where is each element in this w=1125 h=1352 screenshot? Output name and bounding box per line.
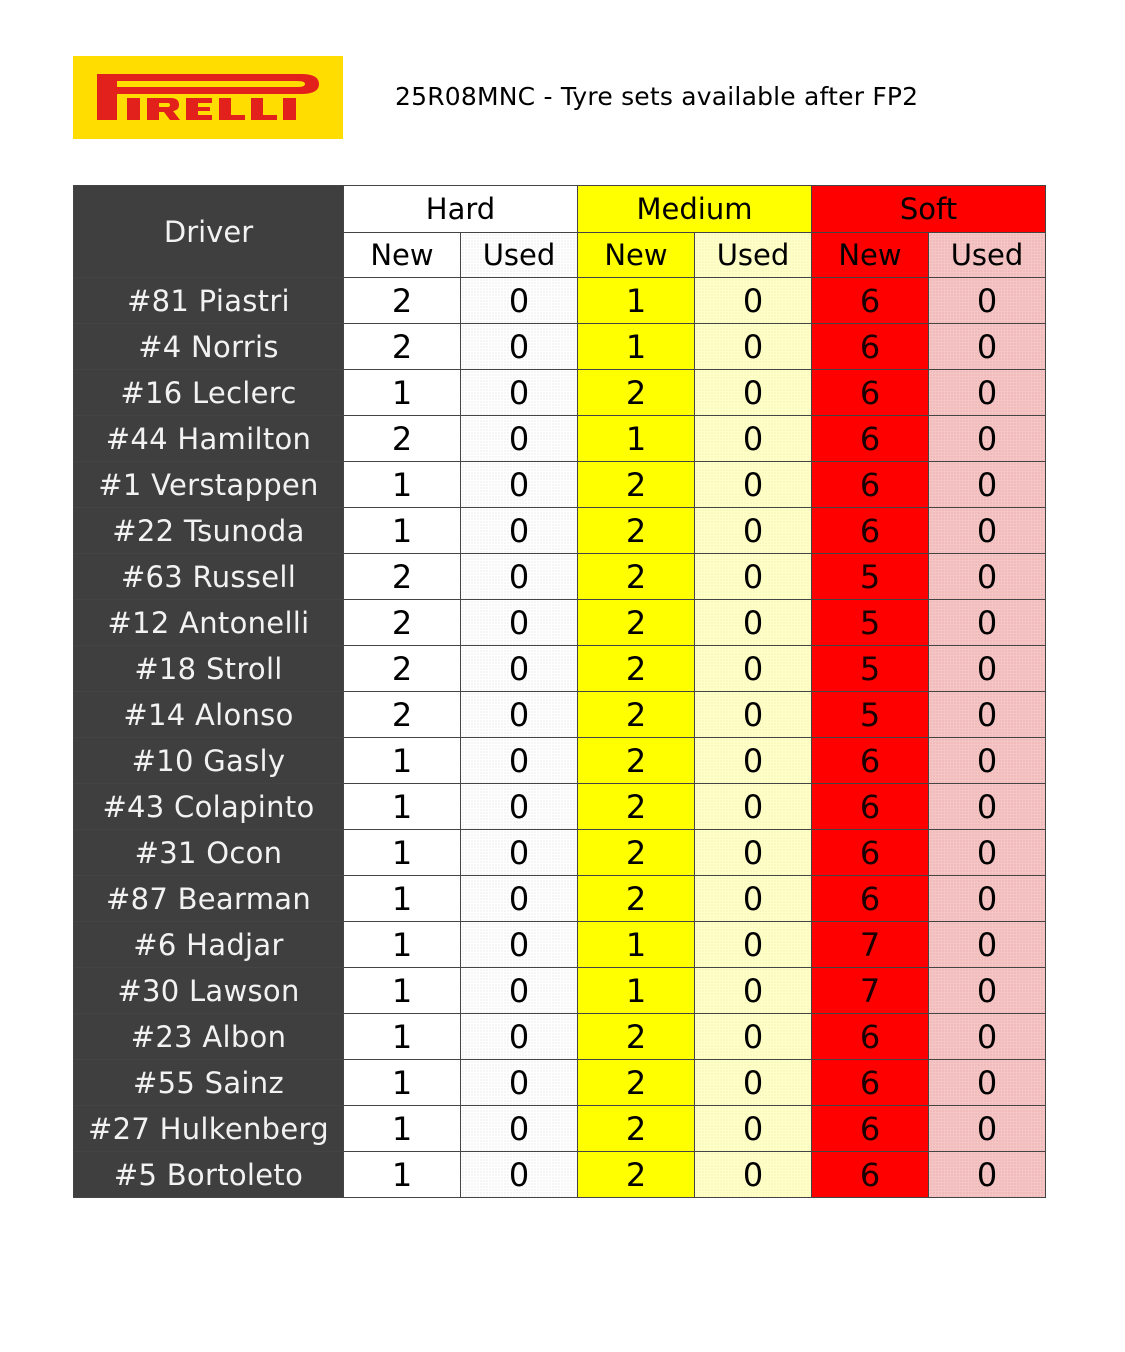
driver-name: #6 Hadjar	[74, 922, 344, 968]
driver-name: #14 Alonso	[74, 692, 344, 738]
hard-used-value: 0	[461, 646, 578, 692]
medium-used-value: 0	[695, 1014, 812, 1060]
soft-used-value: 0	[929, 1060, 1046, 1106]
tyre-sets-table	[73, 185, 1046, 1198]
hard-used-value: 0	[461, 784, 578, 830]
soft-used-value: 0	[929, 738, 1046, 784]
medium-new-value: 1	[578, 416, 695, 462]
medium-new-value: 2	[578, 1106, 695, 1152]
soft-new-value: 6	[812, 830, 929, 876]
driver-name: #44 Hamilton	[74, 416, 344, 462]
medium-used-value: 0	[695, 968, 812, 1014]
hard-used-value: 0	[461, 554, 578, 600]
driver-name: #18 Stroll	[74, 646, 344, 692]
table-row	[74, 554, 1046, 600]
soft-used-value: 0	[929, 1106, 1046, 1152]
medium-used-value: 0	[695, 416, 812, 462]
medium-used-value: 0	[695, 692, 812, 738]
medium-new-value: 2	[578, 738, 695, 784]
driver-name: #16 Leclerc	[74, 370, 344, 416]
page-title: 25R08MNC - Tyre sets available after FP2	[395, 82, 919, 111]
table-row	[74, 1060, 1046, 1106]
medium-new-value: 2	[578, 600, 695, 646]
hard-used-value: 0	[461, 830, 578, 876]
driver-column-header: Driver	[74, 186, 344, 278]
table-row	[74, 278, 1046, 324]
soft-new-value: 6	[812, 278, 929, 324]
hard-used-value: 0	[461, 370, 578, 416]
soft-new-value: 6	[812, 784, 929, 830]
hard-used-value: 0	[461, 1014, 578, 1060]
hard-new-value: 1	[344, 508, 461, 554]
medium-used-value: 0	[695, 600, 812, 646]
medium-used-value: 0	[695, 462, 812, 508]
medium-used-value: 0	[695, 784, 812, 830]
medium-new-value: 1	[578, 922, 695, 968]
table-row	[74, 784, 1046, 830]
medium-new-value: 2	[578, 554, 695, 600]
driver-name: #63 Russell	[74, 554, 344, 600]
driver-name: #4 Norris	[74, 324, 344, 370]
table-row	[74, 600, 1046, 646]
table-row	[74, 968, 1046, 1014]
medium-used-value: 0	[695, 554, 812, 600]
soft-used-value: 0	[929, 508, 1046, 554]
soft-used-value: 0	[929, 1014, 1046, 1060]
hard-used-value: 0	[461, 278, 578, 324]
tyre-table-body	[74, 278, 1046, 1198]
medium-used-value: 0	[695, 508, 812, 554]
soft-new-value: 5	[812, 554, 929, 600]
soft-new-value: 6	[812, 462, 929, 508]
hard-new-value: 2	[344, 278, 461, 324]
hard-used-value: 0	[461, 1152, 578, 1198]
medium-used-value: 0	[695, 1152, 812, 1198]
table-row	[74, 1106, 1046, 1152]
hard-used-value: 0	[461, 324, 578, 370]
driver-name: #5 Bortoleto	[74, 1152, 344, 1198]
medium-new-value: 2	[578, 462, 695, 508]
hard-new-value: 1	[344, 1106, 461, 1152]
table-row	[74, 922, 1046, 968]
hard-new-value: 1	[344, 784, 461, 830]
soft-new-value: 6	[812, 876, 929, 922]
driver-name: #27 Hulkenberg	[74, 1106, 344, 1152]
driver-name: #30 Lawson	[74, 968, 344, 1014]
medium-new-value: 1	[578, 324, 695, 370]
hard-used-header: Used	[461, 233, 578, 278]
soft-used-value: 0	[929, 1152, 1046, 1198]
hard-compound-header: Hard	[344, 186, 578, 233]
table-row	[74, 738, 1046, 784]
soft-used-value: 0	[929, 646, 1046, 692]
hard-used-value: 0	[461, 416, 578, 462]
soft-used-value: 0	[929, 416, 1046, 462]
soft-new-value: 6	[812, 738, 929, 784]
driver-name: #31 Ocon	[74, 830, 344, 876]
medium-new-value: 2	[578, 508, 695, 554]
hard-new-value: 1	[344, 1152, 461, 1198]
hard-new-value: 1	[344, 968, 461, 1014]
soft-new-value: 6	[812, 508, 929, 554]
medium-used-value: 0	[695, 324, 812, 370]
soft-new-value: 6	[812, 1060, 929, 1106]
soft-used-value: 0	[929, 830, 1046, 876]
soft-used-value: 0	[929, 462, 1046, 508]
hard-new-value: 2	[344, 692, 461, 738]
soft-used-value: 0	[929, 370, 1046, 416]
soft-new-value: 7	[812, 922, 929, 968]
hard-new-value: 2	[344, 416, 461, 462]
soft-new-value: 6	[812, 1106, 929, 1152]
driver-name: #43 Colapinto	[74, 784, 344, 830]
pirelli-logo-mark	[73, 56, 343, 139]
soft-new-value: 5	[812, 692, 929, 738]
hard-used-value: 0	[461, 922, 578, 968]
driver-name: #87 Bearman	[74, 876, 344, 922]
soft-new-value: 6	[812, 1014, 929, 1060]
hard-used-value: 0	[461, 738, 578, 784]
medium-new-value: 1	[578, 968, 695, 1014]
medium-new-value: 2	[578, 692, 695, 738]
hard-used-value: 0	[461, 600, 578, 646]
driver-name: #12 Antonelli	[74, 600, 344, 646]
medium-compound-header: Medium	[578, 186, 812, 233]
hard-used-value: 0	[461, 1060, 578, 1106]
medium-new-value: 2	[578, 876, 695, 922]
soft-used-value: 0	[929, 968, 1046, 1014]
medium-used-value: 0	[695, 1106, 812, 1152]
hard-new-value: 2	[344, 554, 461, 600]
medium-new-value: 2	[578, 1152, 695, 1198]
table-row	[74, 830, 1046, 876]
soft-used-value: 0	[929, 784, 1046, 830]
hard-used-value: 0	[461, 876, 578, 922]
hard-used-value: 0	[461, 692, 578, 738]
medium-used-value: 0	[695, 278, 812, 324]
soft-new-value: 7	[812, 968, 929, 1014]
hard-new-value: 1	[344, 876, 461, 922]
table-row	[74, 324, 1046, 370]
driver-name: #55 Sainz	[74, 1060, 344, 1106]
compound-header-row	[74, 186, 1046, 233]
table-row	[74, 508, 1046, 554]
soft-compound-header: Soft	[812, 186, 1046, 233]
table-row	[74, 1152, 1046, 1198]
hard-new-value: 1	[344, 1014, 461, 1060]
hard-new-value: 2	[344, 600, 461, 646]
soft-used-value: 0	[929, 692, 1046, 738]
table-row	[74, 876, 1046, 922]
soft-used-value: 0	[929, 278, 1046, 324]
table-row	[74, 416, 1046, 462]
hard-new-value: 1	[344, 462, 461, 508]
medium-new-value: 1	[578, 278, 695, 324]
pirelli-logo	[73, 56, 343, 139]
hard-new-header: New	[344, 233, 461, 278]
medium-new-value: 2	[578, 830, 695, 876]
hard-used-value: 0	[461, 508, 578, 554]
medium-used-value: 0	[695, 646, 812, 692]
driver-name: #1 Verstappen	[74, 462, 344, 508]
driver-name: #10 Gasly	[74, 738, 344, 784]
soft-used-value: 0	[929, 324, 1046, 370]
hard-used-value: 0	[461, 968, 578, 1014]
hard-new-value: 1	[344, 738, 461, 784]
medium-used-value: 0	[695, 1060, 812, 1106]
soft-new-value: 5	[812, 646, 929, 692]
medium-used-value: 0	[695, 922, 812, 968]
soft-used-value: 0	[929, 876, 1046, 922]
hard-new-value: 1	[344, 922, 461, 968]
soft-used-value: 0	[929, 600, 1046, 646]
hard-new-value: 1	[344, 830, 461, 876]
table-row	[74, 692, 1046, 738]
medium-used-header: Used	[695, 233, 812, 278]
soft-new-value: 5	[812, 600, 929, 646]
medium-new-value: 2	[578, 1014, 695, 1060]
table-row	[74, 646, 1046, 692]
hard-new-value: 1	[344, 370, 461, 416]
hard-new-value: 2	[344, 646, 461, 692]
soft-used-value: 0	[929, 922, 1046, 968]
table-row	[74, 462, 1046, 508]
medium-new-value: 2	[578, 1060, 695, 1106]
medium-used-value: 0	[695, 370, 812, 416]
soft-new-value: 6	[812, 370, 929, 416]
soft-new-value: 6	[812, 324, 929, 370]
hard-new-value: 1	[344, 1060, 461, 1106]
medium-used-value: 0	[695, 876, 812, 922]
table-row	[74, 1014, 1046, 1060]
soft-new-value: 6	[812, 416, 929, 462]
table-row	[74, 370, 1046, 416]
driver-name: #23 Albon	[74, 1014, 344, 1060]
driver-name: #22 Tsunoda	[74, 508, 344, 554]
medium-new-value: 2	[578, 646, 695, 692]
soft-used-header: Used	[929, 233, 1046, 278]
soft-used-value: 0	[929, 554, 1046, 600]
soft-new-header: New	[812, 233, 929, 278]
soft-new-value: 6	[812, 1152, 929, 1198]
hard-used-value: 0	[461, 462, 578, 508]
medium-new-value: 2	[578, 784, 695, 830]
hard-new-value: 2	[344, 324, 461, 370]
medium-used-value: 0	[695, 830, 812, 876]
medium-used-value: 0	[695, 738, 812, 784]
driver-name: #81 Piastri	[74, 278, 344, 324]
medium-new-header: New	[578, 233, 695, 278]
medium-new-value: 2	[578, 370, 695, 416]
hard-used-value: 0	[461, 1106, 578, 1152]
